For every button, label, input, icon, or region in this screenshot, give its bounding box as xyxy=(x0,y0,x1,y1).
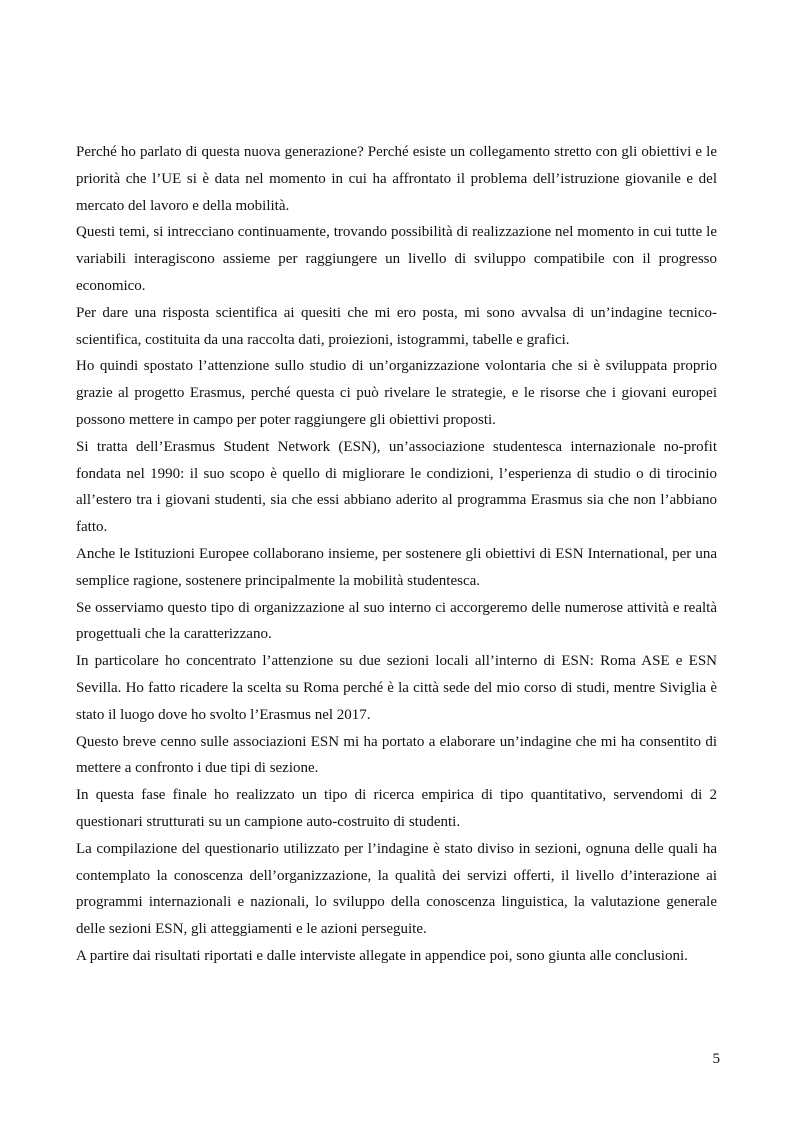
paragraph-volunteer-organization: Ho quindi spostato l’attenzione sullo studio di un’organizzazione volontaria che si è sviluppata proprio grazie al progetto Erasmus, perché questa ci può rivelare le strategie, e le risorse che i giovani europei possono mettere in campo per poter raggiungere gli obiettivi proposti. xyxy=(76,358,717,428)
paragraph-local-sections: In particolare ho concentrato l’attenzione su due sezioni locali all’interno di ESN: Roma ASE e ESN Sevilla. Ho fatto ricadere la scelta su Roma perché è la città sede del mio corso di studi, mentre Siviglia è stato il luogo dove ho svolto l’Erasmus nel 2017. xyxy=(76,653,717,723)
paragraph-esn-definition: Si tratta dell’Erasmus Student Network (ESN), un’associazione studentesca internazionale no-profit fondata nel 1990: il suo scopo è quello di migliorare le condizioni, l’esperienza di studio o di tirocinio all’estero tra i giovani studenti, sia che essi abbiano aderito al programma Erasmus sia che non l’abbiano fatto. xyxy=(76,438,717,536)
paragraph-themes: Questi temi, si intrecciano continuamente, trovando possibilità di realizzazione nel momento in cui tutte le variabili interagiscono assieme per raggiungere un livello di sviluppo compatibile con il progresso economico. xyxy=(76,224,717,294)
page-number: 5 xyxy=(712,1051,720,1067)
paragraph-organization-activities: Se osserviamo questo tipo di organizzazione al suo interno ci accorgeremo delle numerose attività e realtà progettuali che la caratterizzano. xyxy=(76,599,717,643)
paragraph-empirical-research: In questa fase finale ho realizzato un tipo di ricerca empirica di tipo quantitativo, servendomi di 2 questionari strutturati su un campione auto-costruito di studenti. xyxy=(76,787,717,830)
paragraph-european-institutions: Anche le Istituzioni Europee collaborano insieme, per sostenere gli obiettivi di ESN International, per una semplice ragione, sostenere principalmente la mobilità studentesca. xyxy=(76,545,717,589)
paragraph-comparison: Questo breve cenno sulle associazioni ESN mi ha portato a elaborare un’indagine che mi ha consentito di mettere a confronto i due tipi di sezione. xyxy=(76,733,717,777)
paragraph-new-generation: Perché ho parlato di questa nuova generazione? Perché esiste un collegamento stretto con gli obiettivi e le priorità che l’UE si è data nel momento in cui ha affrontato il problema dell’istruzione giovanile e del mercato del lavoro e della mobilità. xyxy=(76,144,717,214)
paragraph-questionnaire: La compilazione del questionario utilizzato per l’indagine è stato diviso in sezioni, ognuna delle quali ha contemplato la conoscenza dell’organizzazione, la qualità dei servizi offerti, il livello d’interazione ai programmi internazionali e nazionali, lo sviluppo della conoscenza linguistica, la valutazione generale delle sezioni ESN, gli atteggiamenti e le azioni perseguite. xyxy=(76,840,717,938)
paragraph-conclusions: A partire dai risultati riportati e dalle interviste allegate in appendice poi, sono giunta alle conclusioni. xyxy=(76,947,688,964)
document-body xyxy=(76,139,717,966)
paragraph-scientific-answer: Per dare una risposta scientifica ai quesiti che mi ero posta, mi sono avvalsa di un’indagine tecnico-scientifica, costituita da una raccolta dati, proiezioni, istogrammi, tabelle e grafici. xyxy=(76,304,717,348)
